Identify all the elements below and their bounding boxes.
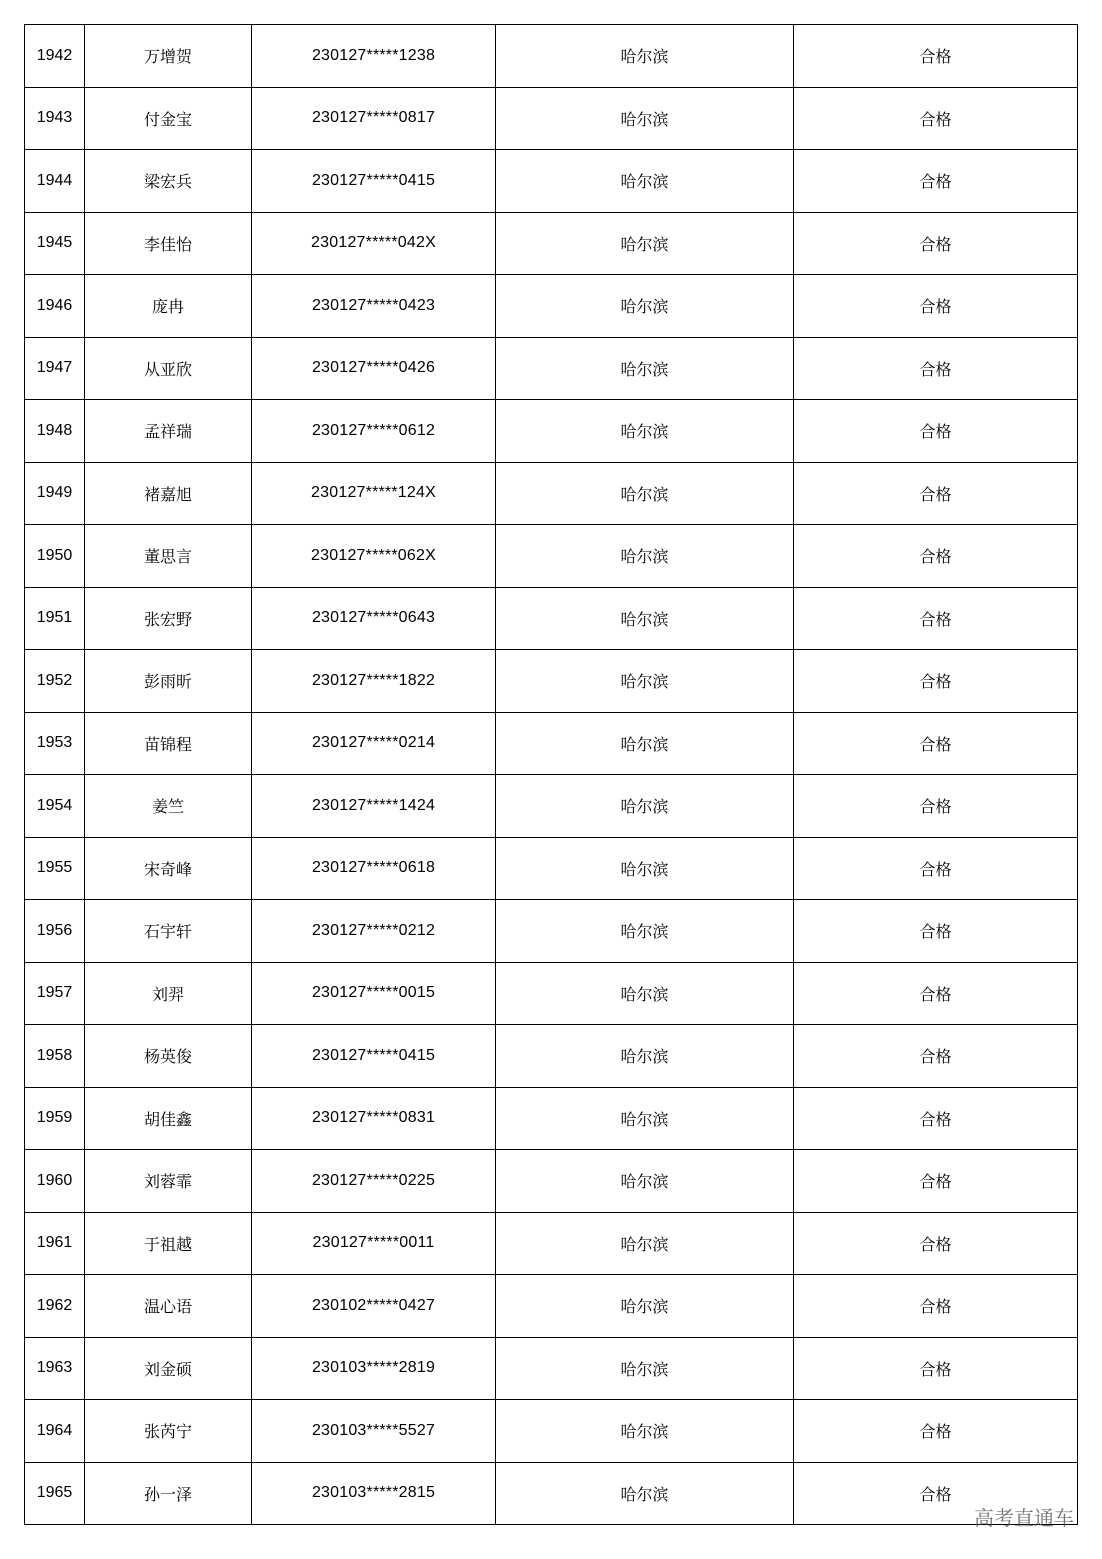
cell-seq: 1952 [25,650,85,713]
cell-name: 褚嘉旭 [85,462,252,525]
cell-name: 刘羿 [85,962,252,1025]
cell-name: 张芮宁 [85,1400,252,1463]
cell-result: 合格 [794,212,1078,275]
cell-id-number: 230127*****062X [252,525,496,588]
cell-id-number: 230127*****0212 [252,900,496,963]
cell-id-number: 230127*****0426 [252,337,496,400]
cell-result: 合格 [794,837,1078,900]
cell-id-number: 230127*****0423 [252,275,496,338]
table-row [25,337,1078,400]
cell-id-number: 230127*****0618 [252,837,496,900]
cell-city: 哈尔滨 [496,962,794,1025]
cell-city: 哈尔滨 [496,337,794,400]
table-row [25,650,1078,713]
cell-name: 梁宏兵 [85,150,252,213]
cell-city: 哈尔滨 [496,212,794,275]
table-row [25,837,1078,900]
table-row [25,87,1078,150]
table-row [25,1337,1078,1400]
cell-seq: 1949 [25,462,85,525]
cell-name: 姜竺 [85,775,252,838]
cell-seq: 1944 [25,150,85,213]
cell-id-number: 230127*****1424 [252,775,496,838]
candidate-roster-table [24,24,1078,1525]
cell-id-number: 230127*****0817 [252,87,496,150]
cell-result: 合格 [794,1025,1078,1088]
cell-seq: 1953 [25,712,85,775]
cell-result: 合格 [794,1275,1078,1338]
table-row [25,900,1078,963]
cell-seq: 1943 [25,87,85,150]
table-row [25,775,1078,838]
cell-city: 哈尔滨 [496,462,794,525]
cell-seq: 1956 [25,900,85,963]
cell-name: 苗锦程 [85,712,252,775]
cell-city: 哈尔滨 [496,25,794,88]
cell-seq: 1946 [25,275,85,338]
cell-id-number: 230127*****0011 [252,1212,496,1275]
cell-city: 哈尔滨 [496,1087,794,1150]
table-row [25,525,1078,588]
table-row [25,1150,1078,1213]
cell-id-number: 230127*****0015 [252,962,496,1025]
cell-result: 合格 [794,1212,1078,1275]
cell-id-number: 230103*****2815 [252,1462,496,1525]
cell-city: 哈尔滨 [496,1400,794,1463]
roster-body [25,25,1078,1525]
table-row [25,150,1078,213]
cell-name: 从亚欣 [85,337,252,400]
cell-id-number: 230127*****0214 [252,712,496,775]
cell-seq: 1957 [25,962,85,1025]
watermark-text: 高考直通车 [974,1506,1074,1530]
cell-name: 胡佳鑫 [85,1087,252,1150]
cell-result: 合格 [794,462,1078,525]
cell-name: 李佳怡 [85,212,252,275]
cell-seq: 1960 [25,1150,85,1213]
cell-name: 于祖越 [85,1212,252,1275]
table-row [25,1087,1078,1150]
table-row [25,1212,1078,1275]
cell-city: 哈尔滨 [496,400,794,463]
cell-name: 孙一泽 [85,1462,252,1525]
table-row [25,962,1078,1025]
cell-city: 哈尔滨 [496,1025,794,1088]
cell-city: 哈尔滨 [496,712,794,775]
cell-seq: 1963 [25,1337,85,1400]
table-row [25,712,1078,775]
cell-id-number: 230127*****042X [252,212,496,275]
cell-name: 温心语 [85,1275,252,1338]
table-row [25,1025,1078,1088]
cell-name: 孟祥瑞 [85,400,252,463]
cell-result: 合格 [794,150,1078,213]
cell-name: 刘金硕 [85,1337,252,1400]
cell-id-number: 230102*****0427 [252,1275,496,1338]
cell-seq: 1959 [25,1087,85,1150]
cell-id-number: 230127*****0415 [252,150,496,213]
cell-id-number: 230127*****0643 [252,587,496,650]
cell-seq: 1948 [25,400,85,463]
cell-name: 张宏野 [85,587,252,650]
cell-result: 合格 [794,275,1078,338]
cell-seq: 1954 [25,775,85,838]
cell-city: 哈尔滨 [496,1462,794,1525]
cell-city: 哈尔滨 [496,775,794,838]
cell-result: 合格 [794,1087,1078,1150]
cell-name: 杨英俊 [85,1025,252,1088]
cell-id-number: 230127*****0831 [252,1087,496,1150]
cell-id-number: 230127*****124X [252,462,496,525]
cell-city: 哈尔滨 [496,587,794,650]
cell-result: 合格 [794,525,1078,588]
cell-city: 哈尔滨 [496,87,794,150]
cell-id-number: 230127*****1238 [252,25,496,88]
cell-city: 哈尔滨 [496,900,794,963]
table-row [25,275,1078,338]
cell-result: 合格 [794,337,1078,400]
cell-city: 哈尔滨 [496,1337,794,1400]
cell-seq: 1958 [25,1025,85,1088]
cell-seq: 1947 [25,337,85,400]
cell-result: 合格 [794,962,1078,1025]
cell-result: 合格 [794,587,1078,650]
cell-result: 合格 [794,25,1078,88]
cell-id-number: 230127*****0415 [252,1025,496,1088]
cell-name: 董思言 [85,525,252,588]
cell-id-number: 230127*****1822 [252,650,496,713]
cell-name: 彭雨昕 [85,650,252,713]
cell-result: 合格 [794,775,1078,838]
cell-name: 宋奇峰 [85,837,252,900]
table-row [25,1400,1078,1463]
cell-city: 哈尔滨 [496,150,794,213]
cell-result: 合格 [794,87,1078,150]
cell-seq: 1962 [25,1275,85,1338]
cell-seq: 1950 [25,525,85,588]
cell-city: 哈尔滨 [496,837,794,900]
cell-id-number: 230103*****5527 [252,1400,496,1463]
cell-name: 万增贺 [85,25,252,88]
cell-city: 哈尔滨 [496,275,794,338]
cell-result: 合格 [794,712,1078,775]
cell-result: 合格 [794,1150,1078,1213]
cell-city: 哈尔滨 [496,1212,794,1275]
cell-id-number: 230103*****2819 [252,1337,496,1400]
cell-seq: 1955 [25,837,85,900]
cell-seq: 1951 [25,587,85,650]
cell-result: 合格 [794,400,1078,463]
cell-seq: 1964 [25,1400,85,1463]
cell-seq: 1942 [25,25,85,88]
cell-seq: 1965 [25,1462,85,1525]
cell-result: 合格 [794,900,1078,963]
cell-id-number: 230127*****0225 [252,1150,496,1213]
cell-seq: 1945 [25,212,85,275]
cell-city: 哈尔滨 [496,1275,794,1338]
cell-name: 刘蓉霏 [85,1150,252,1213]
cell-name: 付金宝 [85,87,252,150]
cell-name: 庞冉 [85,275,252,338]
table-row [25,1462,1078,1525]
table-row [25,25,1078,88]
table-row [25,1275,1078,1338]
cell-result: 合格 [794,1400,1078,1463]
cell-id-number: 230127*****0612 [252,400,496,463]
table-row [25,400,1078,463]
table-row [25,212,1078,275]
table-row [25,462,1078,525]
cell-result: 合格 [794,1337,1078,1400]
cell-city: 哈尔滨 [496,650,794,713]
table-row [25,587,1078,650]
cell-city: 哈尔滨 [496,525,794,588]
cell-result: 合格 [794,650,1078,713]
cell-seq: 1961 [25,1212,85,1275]
cell-result: 合格 [794,1462,1078,1525]
cell-name: 石宇轩 [85,900,252,963]
cell-city: 哈尔滨 [496,1150,794,1213]
